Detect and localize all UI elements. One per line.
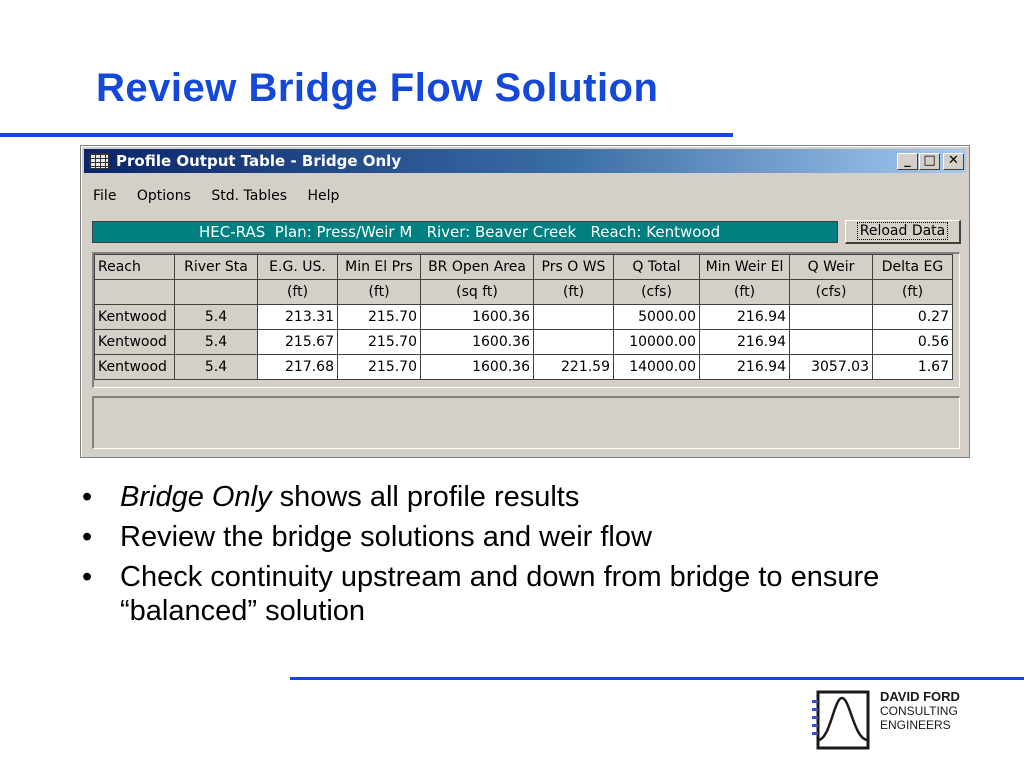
column-header[interactable]: Q Total <box>614 255 700 280</box>
table-cell[interactable]: 216.94 <box>700 305 790 330</box>
logo-text <box>880 690 960 732</box>
bullet-dot: • <box>82 561 93 593</box>
slide-title: Review Bridge Flow Solution <box>96 66 659 110</box>
bullet-text: Check continuity upstream and down from bridge to ensure “balanced” solution <box>120 561 880 627</box>
window-title: Profile Output Table - Bridge Only <box>116 152 402 170</box>
table-cell[interactable] <box>534 330 614 355</box>
column-header[interactable]: Q Weir <box>790 255 873 280</box>
table-app-icon[interactable] <box>89 153 109 169</box>
table-cell[interactable]: 216.94 <box>700 355 790 380</box>
table-cell[interactable] <box>790 305 873 330</box>
logo-line-3: ENGINEERS <box>880 718 951 732</box>
table-cell[interactable] <box>534 305 614 330</box>
table-cell[interactable]: 0.56 <box>873 330 953 355</box>
maximize-button[interactable]: □ <box>919 153 940 170</box>
company-logo <box>812 690 962 752</box>
bullet-emphasis: Bridge Only <box>120 481 272 513</box>
table-cell[interactable]: 216.94 <box>700 330 790 355</box>
profile-output-table <box>94 254 953 380</box>
units-row <box>95 280 953 305</box>
column-header[interactable]: E.G. US. <box>258 255 338 280</box>
reach-cell[interactable]: Kentwood <box>95 355 175 380</box>
table-cell[interactable]: 215.67 <box>258 330 338 355</box>
profile-output-window <box>80 145 970 458</box>
footer-rule <box>290 677 1024 680</box>
title-underline <box>0 133 733 137</box>
column-header[interactable]: River Sta <box>175 255 258 280</box>
status-panel <box>92 396 960 449</box>
units-cell[interactable]: (ft) <box>873 280 953 305</box>
units-cell[interactable]: (ft) <box>534 280 614 305</box>
table-cell[interactable] <box>790 330 873 355</box>
bullet-dot: • <box>82 481 93 513</box>
minimize-button[interactable]: _ <box>897 153 918 170</box>
menu-std-tables[interactable]: Std. Tables <box>211 188 288 204</box>
menu-file[interactable]: File <box>93 188 117 204</box>
table-cell[interactable]: 0.27 <box>873 305 953 330</box>
table-cell[interactable]: 215.70 <box>338 330 421 355</box>
table-cell[interactable]: 14000.00 <box>614 355 700 380</box>
table-cell[interactable]: 215.70 <box>338 355 421 380</box>
reload-data-button[interactable] <box>845 220 961 244</box>
bullet-text: Review the bridge solutions and weir flow <box>120 521 652 553</box>
table-cell[interactable]: 3057.03 <box>790 355 873 380</box>
menu-help[interactable]: Help <box>307 188 340 204</box>
menu-options[interactable]: Options <box>136 188 191 204</box>
units-cell[interactable]: (ft) <box>700 280 790 305</box>
bullet-item <box>82 520 882 554</box>
menu-bar <box>93 188 355 204</box>
units-cell[interactable]: (cfs) <box>614 280 700 305</box>
units-cell[interactable]: (cfs) <box>790 280 873 305</box>
bullet-list <box>82 480 882 634</box>
table-cell[interactable]: 1600.36 <box>421 330 534 355</box>
table-row <box>95 355 953 380</box>
logo-line-1: DAVID FORD <box>880 689 960 704</box>
bullet-item <box>82 480 882 514</box>
bullet-dot: • <box>82 521 93 553</box>
column-header[interactable]: Min Weir El <box>700 255 790 280</box>
column-header[interactable]: Reach <box>95 255 175 280</box>
table-cell[interactable]: 1600.36 <box>421 355 534 380</box>
column-header[interactable]: Prs O WS <box>534 255 614 280</box>
river-sta-cell[interactable]: 5.4 <box>175 330 258 355</box>
header-row <box>95 255 953 280</box>
units-cell[interactable]: (ft) <box>258 280 338 305</box>
river-sta-cell[interactable]: 5.4 <box>175 355 258 380</box>
output-table-grid[interactable] <box>92 252 960 388</box>
table-row <box>95 305 953 330</box>
table-cell[interactable]: 1.67 <box>873 355 953 380</box>
reload-data-label: Reload Data <box>857 222 949 240</box>
window-title-bar[interactable] <box>84 149 966 173</box>
bullet-text: shows all profile results <box>271 481 580 513</box>
reach-cell[interactable]: Kentwood <box>95 330 175 355</box>
reach-cell[interactable]: Kentwood <box>95 305 175 330</box>
table-row <box>95 330 953 355</box>
units-cell[interactable]: (ft) <box>338 280 421 305</box>
table-cell[interactable]: 221.59 <box>534 355 614 380</box>
column-header[interactable]: BR Open Area <box>421 255 534 280</box>
river-sta-cell[interactable]: 5.4 <box>175 305 258 330</box>
units-cell[interactable]: (sq ft) <box>421 280 534 305</box>
table-cell[interactable]: 213.31 <box>258 305 338 330</box>
bell-curve-logo-icon <box>812 690 872 750</box>
close-button[interactable]: ✕ <box>943 153 964 170</box>
column-header[interactable]: Delta EG <box>873 255 953 280</box>
table-cell[interactable]: 215.70 <box>338 305 421 330</box>
table-cell[interactable]: 5000.00 <box>614 305 700 330</box>
plan-info-bar <box>92 221 838 243</box>
units-cell[interactable] <box>175 280 258 305</box>
table-cell[interactable]: 1600.36 <box>421 305 534 330</box>
table-cell[interactable]: 10000.00 <box>614 330 700 355</box>
units-cell[interactable] <box>95 280 175 305</box>
plan-info-text: HEC-RAS Plan: Press/Weir M River: Beaver Creek Reach: Kentwood <box>199 223 721 241</box>
bullet-item <box>82 560 882 628</box>
column-header[interactable]: Min El Prs <box>338 255 421 280</box>
table-cell[interactable]: 217.68 <box>258 355 338 380</box>
logo-line-2: CONSULTING <box>880 704 958 718</box>
